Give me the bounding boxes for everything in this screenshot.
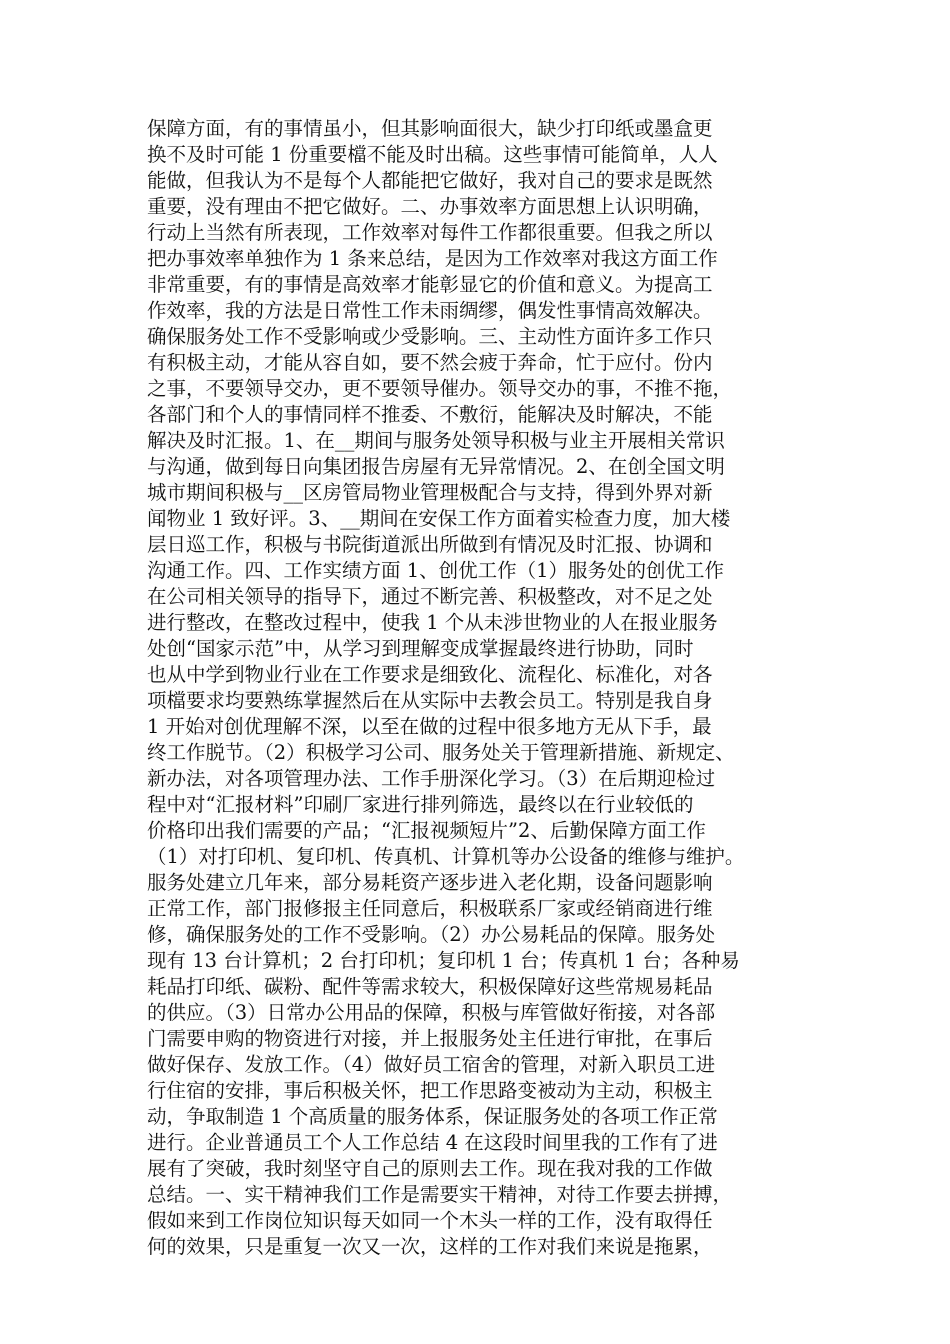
text-line: 各部门和个人的事情同样不推委、不敷衍，能解决及时解决，不能	[147, 403, 713, 426]
text-line: 非常重要，有的事情是高效率才能彰显它的价值和意义。为提高工	[147, 273, 713, 296]
text-line: 动，争取制造 1 个高质量的服务体系，保证服务处的各项工作正常	[147, 1105, 718, 1128]
text-line: 作效率，我的方法是日常性工作未雨绸缪，偶发性事情高效解决。	[147, 299, 713, 322]
text-line: 进行整改，在整改过程中，使我 1 个从未涉世物业的人在报业服务	[147, 611, 718, 634]
text-line: 项檔要求均要熟练掌握然后在从实际中去教会员工。特别是我自身	[147, 689, 713, 712]
text-line: 层日巡工作，积极与书院街道派出所做到有情况及时汇报、协调和	[147, 533, 713, 556]
text-line: 正常工作，部门报修报主任同意后，积极联系厂家或经销商进行维	[147, 897, 713, 920]
text-line: 有积极主动，才能从容自如，要不然会疲于奔命，忙于应付。份内	[147, 351, 713, 374]
text-line: 与沟通，做到每日向集团报告房屋有无异常情况。2、在创全国文明	[147, 455, 725, 478]
text-line: 耗品打印纸、碳粉、配件等需求较大，积极保障好这些常规易耗品	[147, 975, 713, 998]
text-line: 在公司相关领导的指导下，通过不断完善、积极整改，对不足之处	[147, 585, 713, 608]
text-line: 闻物业 1 致好评。3、__期间在安保工作方面着实检查力度，加大楼	[147, 507, 731, 530]
text-line: 之事，不要领导交办，更不要领导催办。领导交办的事，不推不拖，	[147, 377, 733, 400]
text-line: 做好保存、发放工作。（4）做好员工宿舍的管理，对新入职员工进	[147, 1053, 716, 1076]
text-line: 确保服务处工作不受影响或少受影响。三、主动性方面许多工作只	[147, 325, 713, 348]
text-line: 把办事效率单独作为 1 条来总结，是因为工作效率对我这方面工作	[147, 247, 718, 270]
text-line: 程中对“汇报材料”印刷厂家进行排列筛选，最终以在行业较低的	[147, 793, 694, 816]
text-line: 行动上当然有所表现，工作效率对每件工作都很重要。但我之所以	[147, 221, 713, 244]
text-line: 假如来到工作岗位知识每天如同一个木头一样的工作，没有取得任	[147, 1209, 713, 1232]
body-text	[147, 116, 823, 1260]
text-line: 1 开始对创优理解不深，以至在做的过程中很多地方无从下手，最	[147, 715, 712, 738]
text-line: 门需要申购的物资进行对接，并上报服务处主任进行审批，在事后	[147, 1027, 713, 1050]
text-line: 的供应。（3）日常办公用品的保障，积极与库管做好衔接，对各部	[147, 1001, 716, 1024]
text-line: 城市期间积极与__区房管局物业管理极配合与支持，得到外界对新	[147, 481, 713, 504]
text-line: 行住宿的安排，事后积极关怀，把工作思路变被动为主动，积极主	[147, 1079, 713, 1102]
text-line: 终工作脱节。（2）积极学习公司、服务处关于管理新措施、新规定、	[147, 741, 735, 764]
text-line: 现有 13 台计算机；2 台打印机；复印机 1 台；传真机 1 台；各种易	[147, 949, 740, 972]
text-line: 新办法，对各项管理办法、工作手册深化学习。（3）在后期迎检过	[147, 767, 716, 790]
text-line: 重要，没有理由不把它做好。二、办事效率方面思想上认识明确，	[147, 195, 713, 218]
text-line: 修，确保服务处的工作不受影响。（2）办公易耗品的保障。服务处	[147, 923, 716, 946]
text-line: 何的效果，只是重复一次又一次，这样的工作对我们来说是拖累，	[147, 1235, 713, 1258]
text-line: 换不及时可能 1 份重要檔不能及时出稿。这些事情可能简单，人人	[147, 143, 718, 166]
text-line: 服务处建立几年来，部分易耗资产逐步进入老化期，设备问题影响	[147, 871, 713, 894]
text-line: 处创“国家示范”中，从学习到理解变成掌握最终进行协助，同时	[147, 637, 694, 660]
text-line: 进行。企业普通员工个人工作总结 4 在这段时间里我的工作有了进	[147, 1131, 718, 1154]
text-line: 沟通工作。四、工作实绩方面 1、创优工作（1）服务处的创优工作	[147, 559, 725, 582]
text-line: 价格印出我们需要的产品；“汇报视频短片”2、后勤保障方面工作	[147, 819, 706, 842]
text-line: 解决及时汇报。1、在__期间与服务处领导积极与业主开展相关常识	[147, 429, 725, 452]
text-line: 总结。一、实干精神我们工作是需要实干精神，对待工作要去拼搏，	[147, 1183, 733, 1206]
text-line: 能做，但我认为不是每个人都能把它做好，我对自己的要求是既然	[147, 169, 713, 192]
text-line: 保障方面，有的事情虽小，但其影响面很大，缺少打印纸或墨盒更	[147, 117, 713, 140]
text-line: 也从中学到物业行业在工作要求是细致化、流程化、标准化，对各	[147, 663, 713, 686]
text-line: 展有了突破，我时刻坚守自己的原则去工作。现在我对我的工作做	[147, 1157, 713, 1180]
text-line: （1）对打印机、复印机、传真机、计算机等办公设备的维修与维护。	[147, 845, 745, 868]
